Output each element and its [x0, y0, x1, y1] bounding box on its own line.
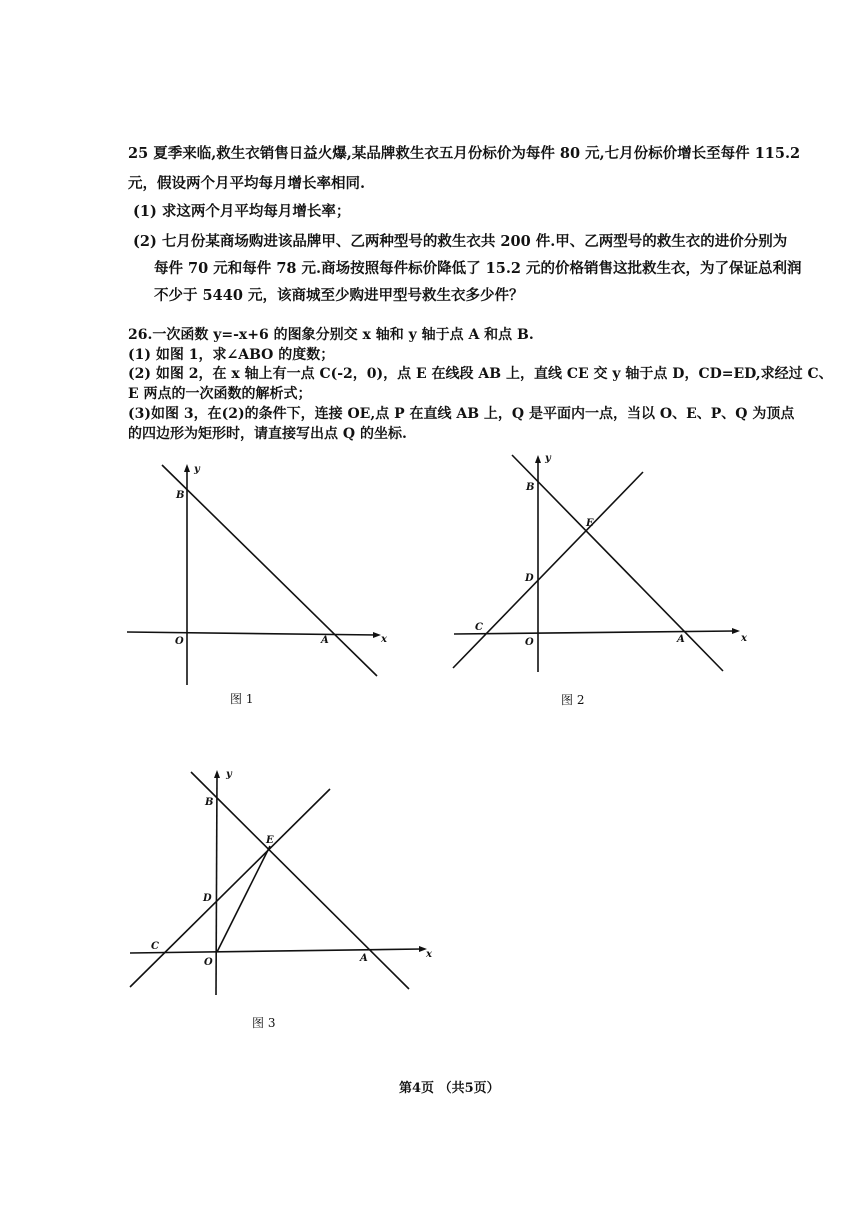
- fig1-label-b: B: [176, 490, 185, 501]
- fig1-caption: 图 1: [230, 692, 254, 706]
- fig2-label-x: x: [741, 633, 747, 644]
- fig3-label-o: O: [204, 957, 213, 968]
- fig2-label-b: B: [526, 482, 535, 493]
- q25-line-1: 25 夏季来临,救生衣销售日益火爆,某品牌救生衣五月份标价为每件 80 元,七月份标价增长至每件 115.2: [128, 145, 801, 162]
- q26-line-6: 的四边形为矩形时，请直接写出点 Q 的坐标.: [128, 426, 407, 442]
- fig3-y-axis: [216, 775, 217, 995]
- fig3-label-e: E: [266, 835, 274, 846]
- fig2-label-c: C: [475, 622, 483, 633]
- fig3-label-a: A: [360, 953, 368, 964]
- fig3-label-b: B: [205, 797, 214, 808]
- fig3-y-arrow: [214, 770, 220, 778]
- q25-part-2-line-2: 每件 70 元和每件 78 元.商场按照每件标价降低了 15.2 元的价格销售这批救生衣，为了保证总利润: [154, 260, 802, 277]
- fig3-caption: 图 3: [252, 1016, 276, 1030]
- fig2-label-d: D: [525, 573, 534, 584]
- fig2-label-a: A: [677, 634, 685, 645]
- fig3-segment-oe: [217, 846, 270, 952]
- fig3-label-x: x: [426, 949, 432, 960]
- fig3-line-ab: [191, 772, 409, 989]
- fig1-label-x: x: [381, 634, 387, 645]
- fig2-caption: 图 2: [561, 693, 585, 707]
- fig3-label-y: y: [226, 769, 232, 780]
- page-number: 第4页 （共5页）: [399, 1081, 500, 1096]
- q25-part-2-line-1: (2) 七月份某商场购进该品牌甲、乙两种型号的救生衣共 200 件.甲、乙两型号的救生衣的进价分别为: [133, 233, 788, 250]
- fig3-label-d: D: [203, 893, 212, 904]
- q25-part-2-line-3: 不少于 5440 元，该商城至少购进甲型号救生衣多少件？: [154, 287, 524, 304]
- fig2-label-o: O: [525, 637, 534, 648]
- fig1-label-y: y: [194, 464, 200, 475]
- q26-line-1: 26.一次函数 y=-x+6 的图象分别交 x 轴和 y 轴于点 A 和点 B.: [128, 327, 534, 343]
- fig1-label-o: O: [175, 636, 184, 647]
- fig3-x-axis: [130, 949, 422, 953]
- fig1-label-a: A: [321, 635, 329, 646]
- q26-line-4: E 两点的一次函数的解析式；: [128, 386, 312, 402]
- q25-line-2: 元，假设两个月平均每月增长率相同.: [128, 175, 366, 192]
- fig2-label-y: y: [545, 453, 551, 464]
- q26-line-3: (2) 如图 2，在 x 轴上有一点 C(-2，0)，点 E 在线段 AB 上，直线 CE 交 y 轴于点 D，CD=ED,求经过 C、: [128, 366, 833, 382]
- q26-line-5: (3)如图 3，在(2)的条件下，连接 OE,点 P 在直线 AB 上，Q 是平面内一点，当以 O、E、P、Q 为顶点: [128, 406, 795, 422]
- fig3-line-ce: [130, 789, 330, 987]
- q26-line-2: (1) 如图 1，求∠ABO 的度数；: [128, 347, 335, 363]
- q25-part-1: (1) 求这两个月平均每月增长率；: [133, 203, 351, 220]
- fig3-label-c: C: [151, 941, 159, 952]
- fig2-label-e: E: [586, 518, 594, 529]
